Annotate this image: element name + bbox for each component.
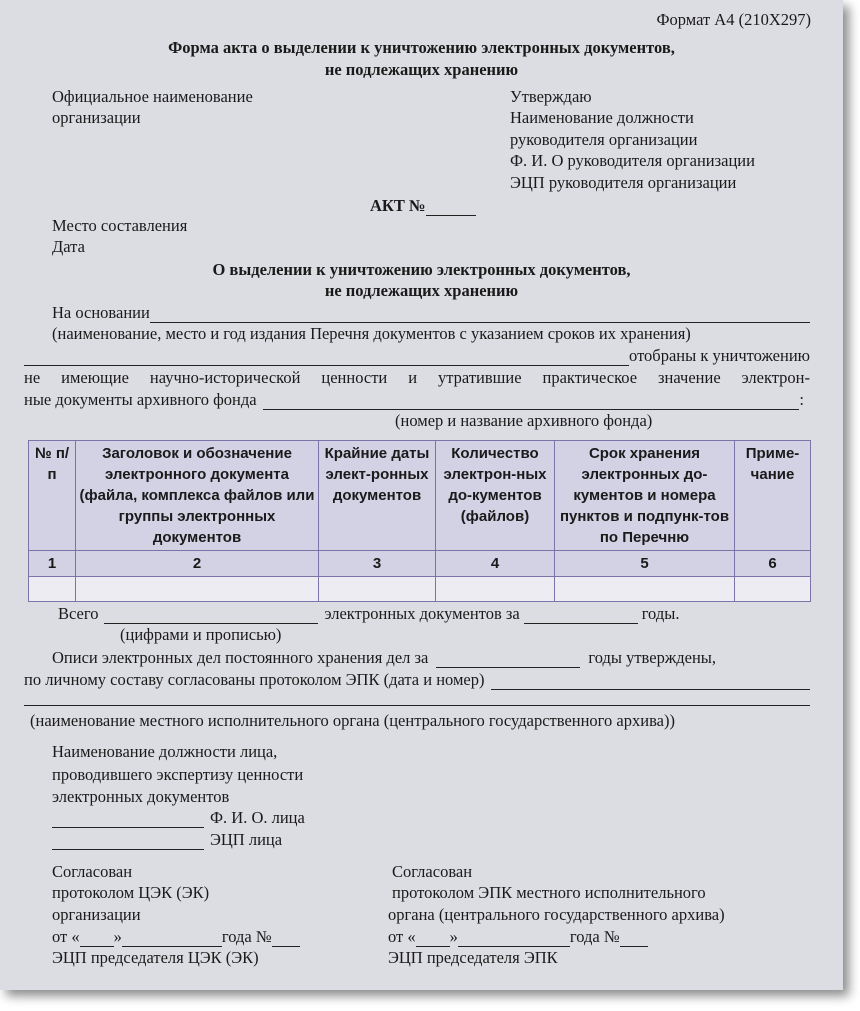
place-label: Место составления: [52, 216, 188, 235]
quote: »: [113, 927, 122, 946]
table-cell[interactable]: [555, 577, 735, 602]
date-label: Дата: [52, 237, 85, 256]
table-header-row: [29, 441, 811, 551]
total-hint: (цифрами и прописью): [120, 625, 282, 644]
blank-line: [24, 690, 810, 706]
total-label: Всего: [58, 604, 99, 623]
expert-line: электронных документов: [52, 787, 230, 806]
blank-line: [491, 674, 811, 690]
inventory-end: годы утверждены,: [588, 648, 716, 667]
fund-hint: (номер и название архивного фонда): [395, 411, 653, 430]
table-cell[interactable]: [76, 577, 319, 602]
table-cell: 3: [319, 551, 436, 577]
inventory-label: Описи электронных дел постоянного хранения дел за: [52, 648, 429, 667]
table-cell[interactable]: [735, 577, 811, 602]
inventory-text: по личному составу согласованы протоколом ЭПК (дата и номер): [24, 670, 485, 689]
blank-line: [80, 931, 114, 947]
table-cell: 2: [76, 551, 319, 577]
blank-line: [24, 350, 629, 366]
inventory-hint: (наименование местного исполнительного органа (центрального государственного архива)): [30, 711, 675, 730]
inventory-line-2: [24, 670, 810, 690]
expert-sign-line: [52, 830, 282, 850]
agreed-right-date: [388, 927, 648, 947]
blank-line: [52, 834, 204, 850]
quote: »: [449, 927, 458, 946]
table-cell[interactable]: [29, 577, 76, 602]
blank-line: [263, 394, 800, 410]
table-cell: 6: [735, 551, 811, 577]
format-label: Формат А4 (210Х297): [656, 10, 811, 29]
expert-sign: ЭЦП лица: [210, 830, 283, 849]
documents-table: [28, 440, 811, 602]
blank-line: [458, 931, 570, 947]
table-cell: 4: [436, 551, 555, 577]
expert-fio-line: [52, 808, 305, 828]
org-name: Официальное наименование: [52, 87, 253, 106]
col-header: Срок хранения электронных до-кументов и номера пунктов и подпунк-тов по Перечню: [555, 441, 735, 551]
colon: :: [799, 390, 804, 409]
blank-line: [620, 931, 648, 947]
blank-line: [524, 608, 638, 624]
agreed-left: протоколом ЦЭК (ЭК): [52, 883, 210, 902]
blank-line: [416, 931, 450, 947]
blank-line: [150, 307, 810, 323]
from-label: от «: [388, 927, 416, 946]
approve-line: Ф. И. О руководителя организации: [510, 151, 755, 170]
act-subtitle-2: не подлежащих хранению: [324, 281, 519, 300]
from-label: от «: [52, 927, 80, 946]
col-header: Приме-чание: [735, 441, 811, 551]
selected-line: [24, 346, 810, 366]
act-subtitle: О выделении к уничтожению электронных документов,: [212, 260, 631, 279]
total-middle: электронных документов за: [324, 604, 520, 623]
body-text: не имеющие научно-исторической ценности и утратившие практическое значение электрон-: [24, 368, 810, 387]
table-cell: 5: [555, 551, 735, 577]
approve-label: Утверждаю: [510, 87, 592, 106]
fund-line: [24, 390, 804, 410]
year-label: года №: [569, 927, 620, 946]
expert-line: проводившего экспертизу ценности: [52, 765, 304, 784]
org-name-2: организации: [52, 108, 141, 127]
selected-label: отобраны к уничтожению: [629, 346, 810, 365]
basis-label: На основании: [52, 303, 150, 322]
blank-line: [426, 200, 476, 216]
blank-line: [436, 652, 580, 668]
fund-label: ные документы архивного фонда: [24, 390, 257, 409]
basis-hint: (наименование, место и год издания Перечня документов с указанием сроков их хранения): [52, 324, 691, 343]
act-number-label: АКТ №: [370, 196, 426, 215]
col-header: Крайние даты элект-ронных документов: [319, 441, 436, 551]
blank-line: [52, 812, 204, 828]
expert-fio: Ф. И. О. лица: [210, 808, 305, 827]
blank-line: [272, 931, 300, 947]
col-header: Заголовок и обозначение электронного документа (файла, комплекса файлов или группы электронных документов: [76, 441, 319, 551]
col-header: Количество электрон-ных до-кументов (файлов): [436, 441, 555, 551]
table-row: [29, 577, 811, 602]
form-title-2: не подлежащих хранению: [324, 60, 519, 79]
approve-line: руководителя организации: [510, 130, 698, 149]
agreed-left: Согласован: [52, 862, 133, 881]
inventory-line-3: [24, 690, 810, 706]
blank-line: [122, 931, 222, 947]
inventory-line: [52, 648, 810, 668]
table-cell[interactable]: [319, 577, 436, 602]
table-cell[interactable]: [436, 577, 555, 602]
agreed-left: организации: [52, 905, 141, 924]
total-line: [58, 604, 679, 624]
table-row: [29, 551, 811, 577]
approve-line: ЭЦП руководителя организации: [510, 173, 737, 192]
blank-line: [104, 608, 318, 624]
agreed-right: протоколом ЭПК местного исполнительного: [392, 883, 706, 902]
form-title: Форма акта о выделении к уничтожению электронных документов,: [168, 38, 675, 57]
col-header: № п/п: [29, 441, 76, 551]
agreed-left-date: [52, 927, 300, 947]
basis-line: [52, 303, 810, 323]
agreed-right: Согласован: [392, 862, 473, 881]
expert-line: Наименование должности лица,: [52, 742, 278, 761]
act-number: [370, 196, 476, 216]
table-cell: 1: [29, 551, 76, 577]
agreed-right: органа (центрального государственного архива): [388, 905, 725, 924]
approve-line: Наименование должности: [510, 108, 694, 127]
year-label: года №: [221, 927, 272, 946]
sign-right: ЭЦП председателя ЭПК: [388, 948, 558, 967]
total-end: годы.: [641, 604, 680, 623]
sign-left: ЭЦП председателя ЦЭК (ЭК): [52, 948, 259, 967]
